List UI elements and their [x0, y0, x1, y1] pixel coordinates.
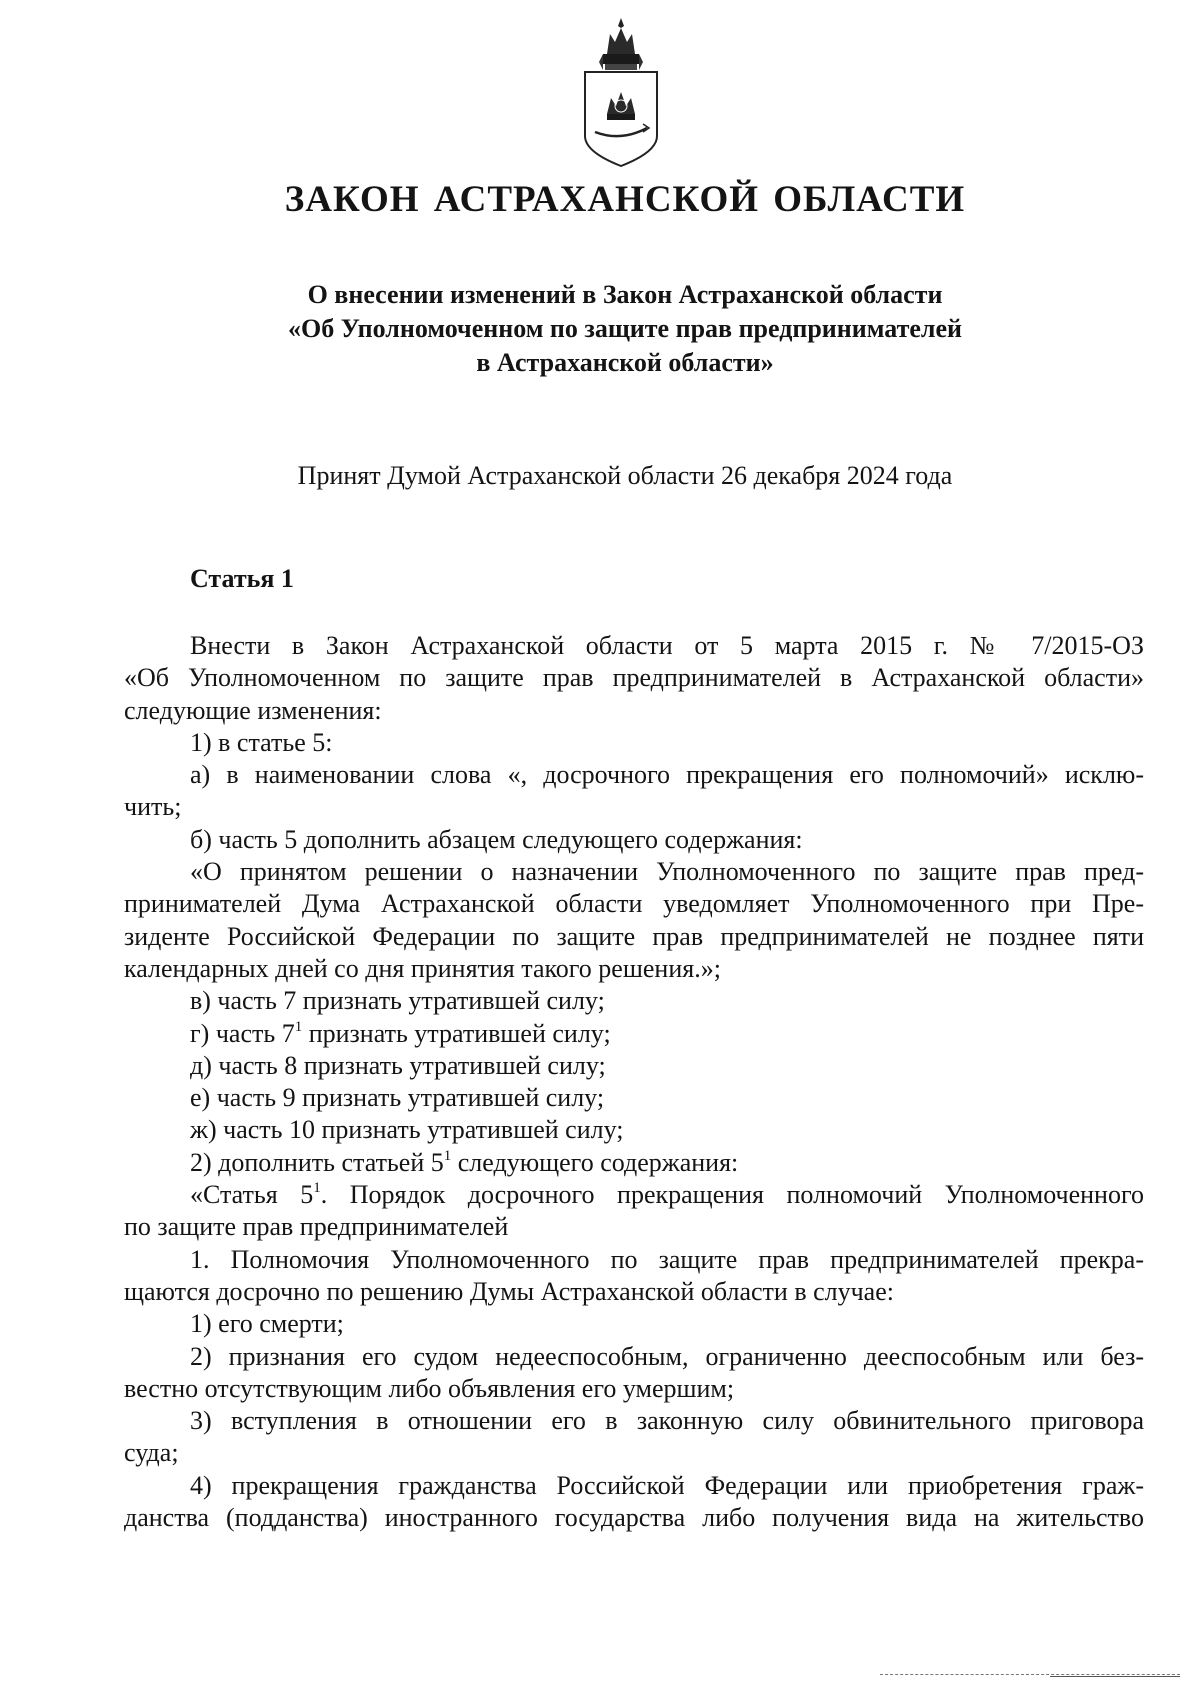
- body-line: щаются досрочно по решению Думы Астраханской области в случае:: [124, 1276, 894, 1306]
- body-line: календарных дней со дня принятия такого решения.»;: [124, 953, 721, 983]
- body-line: 2) дополнить статьей $5^1$ следующего содержания:: [190, 1147, 739, 1177]
- body-line: чить;: [124, 792, 182, 822]
- body-line: зиденте Российской Федерации по защите прав предпринимателей не позднее пяти: [124, 921, 1144, 951]
- scan-bottom-rule: [1050, 1676, 1180, 1677]
- document-body: [124, 630, 1144, 1534]
- article-heading: Статья 1: [190, 564, 294, 593]
- body-line: 4) прекращения гражданства Российской Федерации или приобретения граж-: [190, 1470, 1144, 1500]
- body-line: 1. Полномочия Уполномоченного по защите прав предпринимателей прекра-: [190, 1244, 1144, 1274]
- body-line: «Статья $5^1$. Порядок досрочного прекращения полномочий Уполномоченного: [190, 1180, 1144, 1210]
- coat-of-arms-emblem: [577, 16, 665, 168]
- body-line: суда;: [124, 1438, 179, 1468]
- subtitle-line: в Астраханской области»: [476, 348, 774, 377]
- body-line: г) часть $7^1$ признать утратившей силу;: [190, 1018, 611, 1048]
- body-line: «Об Уполномоченном по защите прав предпринимателей в Астраханской области»: [124, 663, 1144, 693]
- adoption-statement: Принят Думой Астраханской области 26 декабря 2024 года: [297, 461, 953, 490]
- document-title: ЗАКОН АСТРАХАНСКОЙ ОБЛАСТИ: [284, 179, 966, 220]
- body-line: 1) его смерти;: [190, 1309, 344, 1339]
- body-line: «О принятом решении о назначении Уполномоченного по защите прав пред-: [190, 857, 1144, 887]
- document-subtitle: [0, 278, 1200, 380]
- body-line: вестно отсутствующим либо объявления его умершим;: [124, 1373, 735, 1403]
- body-line: д) часть 8 признать утратившей силу;: [190, 1050, 606, 1080]
- body-line: 3) вступления в отношении его в законную силу обвинительного приговора: [190, 1406, 1144, 1436]
- body-line: е) часть 9 признать утратившей силу;: [190, 1083, 605, 1113]
- body-line: в) часть 7 признать утратившей силу;: [190, 986, 605, 1016]
- body-line: а) в наименовании слова «, досрочного прекращения его полномочий» исклю-: [190, 760, 1144, 790]
- subtitle-line: «Об Уполномоченном по защите прав предпринимателей: [287, 314, 963, 343]
- body-line: ж) часть 10 признать утратившей силу;: [190, 1115, 624, 1145]
- body-line: Внести в Закон Астраханской области от 5 марта 2015 г. № 7/2015-ОЗ: [190, 631, 1144, 660]
- body-line: следующие изменения:: [124, 695, 382, 725]
- subtitle-line: О внесении изменений в Закон Астраханской области: [307, 280, 943, 309]
- body-line: по защите прав предпринимателей: [124, 1212, 509, 1242]
- body-line: 2) признания его судом недееспособным, ограниченно дееспособным или без-: [190, 1341, 1144, 1371]
- body-line: б) часть 5 дополнить абзацем следующего содержания:: [190, 824, 803, 854]
- body-line: данства (подданства) иностранного государства либо получения вида на жительство: [124, 1503, 1144, 1533]
- body-line: 1) в статье 5:: [190, 727, 333, 757]
- body-line: принимателей Дума Астраханской области уведомляет Уполномоченного при Пре-: [124, 889, 1144, 919]
- scan-bottom-rule: [880, 1674, 1180, 1675]
